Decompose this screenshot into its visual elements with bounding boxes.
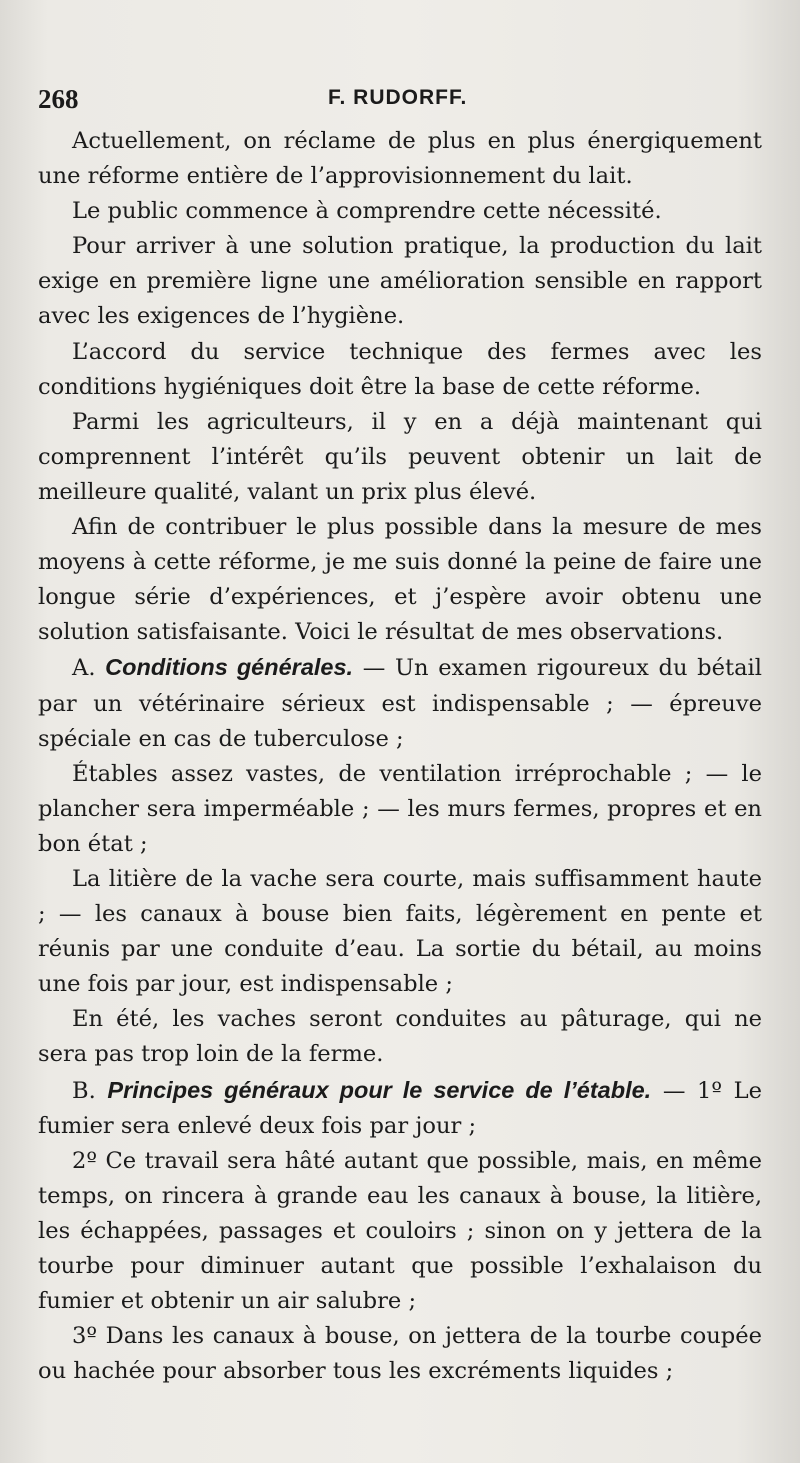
section-a-prefix: A. — [72, 655, 106, 682]
paragraph-9: La litière de la vache sera courte, mais suffisamment haute ; — les canaux à bouse bien faits, légèrement en pente et réunis par une conduite d’eau. La sortie du bétail, au moins une fois par jour, est indispensable ; — [38, 865, 762, 998]
paragraph-6: Afin de contribuer le plus possible dans la mesure de mes moyens à cette réforme, je me suis donné la peine de faire une longue série d’expériences, et j’espère avoir obtenu une solution satisfaisante. Voici le résultat de mes observations. — [38, 514, 762, 646]
section-a-heading: Conditions générales. — [105, 654, 354, 681]
page-number: 268 — [38, 84, 79, 114]
paragraph-13: 3º Dans les canaux à bouse, on jettera de la tourbe coupée ou hachée pour absorber tous les excréments liquides ; — [38, 1323, 762, 1385]
section-b-paragraph: B. Principes généraux pour le service de l’étable. — 1º Le fumier sera enlevé deux fois par jour ; — [38, 1076, 763, 1139]
paragraph-8: Étables assez vastes, de ventilation irréprochable ; — le plancher sera imperméable ; — les murs fermes, propres et en bon état ; — [38, 760, 762, 857]
section-a-paragraph: A. Conditions générales. — Un examen rigoureux du bétail par un vétérinaire sérieux est indispensable ; — épreuve spéciale en cas de tuberculose ; — [38, 654, 762, 752]
paragraph-1: Actuellement, on réclame de plus en plus énergiquement une réforme entière de l’approvisionnement du lait. — [38, 128, 762, 190]
paragraph-3: Pour arriver à une solution pratique, la production du lait exige en première ligne une amélioration sensible en rapport avec les exigences de l’hygiène. — [38, 233, 762, 330]
paragraph-10: En été, les vaches seront conduites au pâturage, qui ne sera pas trop loin de la ferme. — [38, 1006, 762, 1068]
paragraph-2: Le public commence à comprendre cette nécessité. — [72, 198, 662, 225]
section-b-prefix: B. — [72, 1077, 108, 1104]
running-head: F. RUDORFF. — [328, 86, 468, 109]
paragraph-5: Parmi les agriculteurs, il y en a déjà maintenant qui comprennent l’intérêt qu’ils peuvent obtenir un lait de meilleure qualité, valant un prix plus élevé. — [38, 408, 762, 505]
paragraph-4: L’accord du service technique des fermes avec les conditions hygiéniques doit être la base de cette réforme. — [38, 338, 762, 400]
section-b-heading: Principes généraux pour le service de l’étable. — [107, 1076, 652, 1103]
page-header — [38, 84, 758, 120]
paragraph-12: 2º Ce travail sera hâté autant que possible, mais, en même temps, on rincera à grande eau les canaux à bouse, la litière, les échappées, passages et couloirs ; sinon on y jettera de la tourbe pour diminuer autant que possible l’exhalaison du fumier et obtenir un air salubre ; — [38, 1147, 762, 1315]
body-text — [38, 124, 762, 1389]
